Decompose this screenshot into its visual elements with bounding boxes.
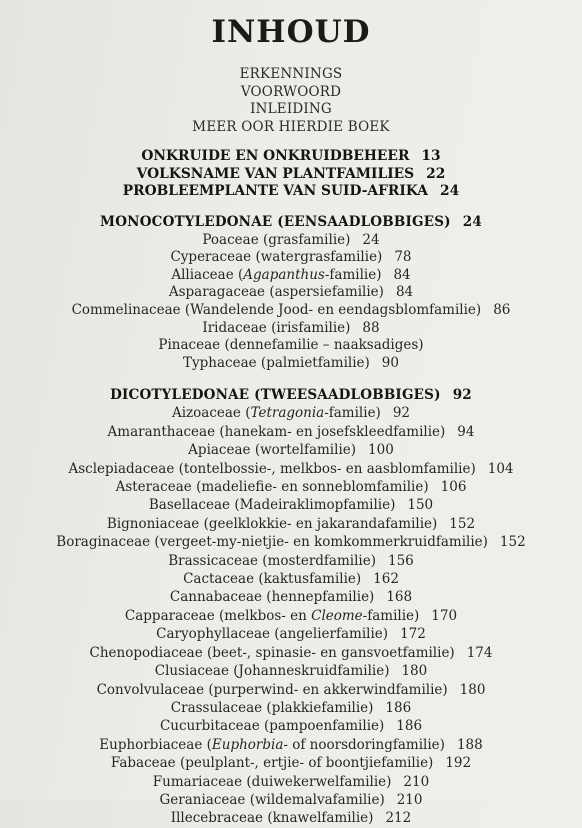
page-number: 180 <box>401 663 428 680</box>
common-name: (plakkiefamilie) <box>266 699 374 716</box>
toc-entry <box>0 337 582 355</box>
common-name-suffix: - of noorsdoringfamilie) <box>283 736 445 753</box>
special-section-page: 24 <box>440 183 460 200</box>
toc-entry <box>0 302 582 320</box>
toc-entry <box>0 320 582 338</box>
special-section-label: VOLKSNAME VAN PLANTFAMILIES <box>136 165 415 182</box>
common-name: (pampoenfamilie) <box>264 718 385 735</box>
toc-entry <box>0 423 582 441</box>
family-name: Typhaceae <box>183 354 257 371</box>
common-name: (madeliefie- en sonneblomfamilie) <box>196 479 429 496</box>
family-name: Clusiaceae <box>154 663 229 680</box>
family-name: Capparaceae <box>124 607 215 624</box>
toc-entry <box>0 644 582 662</box>
page-number: 150 <box>407 497 434 514</box>
page-number: 210 <box>396 791 423 808</box>
special-section-entry <box>0 148 582 166</box>
toc-entry <box>0 570 582 588</box>
toc-entry <box>0 809 582 827</box>
common-name: (kaktusfamilie) <box>258 571 362 588</box>
family-name: Basellaceae <box>148 497 231 514</box>
toc-entry <box>0 284 582 302</box>
page-number: 180 <box>459 681 486 698</box>
toc-entry <box>0 460 582 478</box>
front-matter-item: ERKENNINGS <box>239 66 343 82</box>
front-matter-list <box>0 66 582 136</box>
toc-entry <box>0 717 582 735</box>
family-name: Aizoaceae <box>171 405 241 422</box>
dicots-heading <box>0 386 582 404</box>
page-number: 90 <box>381 354 399 371</box>
toc-entry <box>0 267 582 285</box>
family-name: Commelinaceae <box>71 301 181 318</box>
family-name: Crassulaceae <box>170 699 263 716</box>
family-name: Cactaceae <box>183 571 255 588</box>
page-number: 152 <box>449 515 476 532</box>
toc-entry <box>0 625 582 643</box>
common-name-suffix: -familie) <box>324 405 381 422</box>
page-number: 210 <box>403 773 430 790</box>
toc-entry <box>0 754 582 772</box>
special-section-page: 22 <box>426 165 446 182</box>
section-heading-label: DICOTYLEDONAE (TWEESAADLOBBIGES) <box>110 387 441 403</box>
toc-entry <box>0 607 582 625</box>
monocots-section <box>0 214 582 372</box>
toc-entry <box>0 681 582 699</box>
common-name: (palmietfamilie) <box>260 354 370 371</box>
front-matter-item: INLEIDING <box>250 101 332 117</box>
family-name: Chenopodiaceae <box>89 644 203 661</box>
special-sections-list <box>0 148 582 201</box>
section-heading-page: 92 <box>452 387 472 403</box>
common-name: (dennefamilie – naaksadiges) <box>224 337 424 354</box>
genus-name: Euphorbia <box>211 736 284 753</box>
page-number: 188 <box>456 736 483 753</box>
toc-entry <box>0 249 582 267</box>
family-name: Alliaceae <box>171 266 234 283</box>
common-name: (Wandelende Jood- en eendagsblomfamilie) <box>184 301 482 318</box>
common-name: (mosterdfamilie) <box>262 552 376 569</box>
family-name: Fumariaceae <box>152 773 243 790</box>
dicots-section <box>0 386 582 828</box>
common-name: (purperwind- en akkerwindfamilie) <box>208 681 448 698</box>
common-name: (Johanneskruidfamilie) <box>233 663 390 680</box>
toc-entry <box>0 404 582 422</box>
common-name: (wortelfamilie) <box>254 442 357 459</box>
family-name: Fabaceae <box>110 755 176 772</box>
family-name: Caryophyllaceae <box>156 626 270 643</box>
family-name: Asclepiadaceae <box>68 460 175 477</box>
page-number: 24 <box>362 231 380 248</box>
common-name: (beet-, spinasie- en gansvoetfamilie) <box>207 644 455 661</box>
toc-entry <box>0 533 582 551</box>
page-number: 174 <box>466 644 493 661</box>
page-number: 88 <box>362 319 380 336</box>
common-name: (tontelbossie-, melkbos- en aasblomfamilie) <box>178 460 476 477</box>
front-matter-item: MEER OOR HIERDIE BOEK <box>192 118 390 135</box>
page-number: 156 <box>388 552 414 569</box>
family-name: Cucurbitaceae <box>159 718 260 735</box>
special-section-entry <box>0 166 582 184</box>
family-name: Poaceae <box>202 231 259 248</box>
page-number: 86 <box>493 301 511 318</box>
family-name: Brassicaceae <box>168 552 258 569</box>
page-number: 100 <box>368 442 394 459</box>
genus-name: Cleome <box>311 607 363 624</box>
page-title: INHOUD <box>211 14 371 50</box>
toc-entry <box>0 496 582 514</box>
common-name: (wildemalvafamilie) <box>249 791 385 808</box>
common-name-prefix: (melkbos- en <box>219 607 312 624</box>
toc-entry <box>0 515 582 533</box>
page-number: 168 <box>386 589 413 606</box>
family-name: Illecebraceae <box>170 810 264 827</box>
common-name: (duiwekerwelfamilie) <box>246 773 392 790</box>
toc-entry <box>0 355 582 373</box>
toc-entry <box>0 791 582 809</box>
special-section-entry <box>0 183 582 201</box>
common-name: (aspersiefamilie) <box>269 284 384 301</box>
common-name: (hennepfamilie) <box>266 589 375 606</box>
family-name: Iridaceae <box>202 319 267 336</box>
common-name-suffix: -familie) <box>324 266 382 283</box>
toc-entry <box>0 588 582 606</box>
common-name: (knawelfamilie) <box>267 810 374 827</box>
page-number: 84 <box>395 284 414 301</box>
page-number: 186 <box>396 718 423 735</box>
common-name-prefix: ( <box>237 266 244 283</box>
family-name: Bignoniaceae <box>106 515 200 532</box>
family-name: Pinaceae <box>158 337 221 354</box>
common-name: (hanekam- en josefskleedfamilie) <box>219 423 446 440</box>
genus-name: Tetragonia <box>250 405 325 422</box>
section-heading-page: 24 <box>462 214 482 230</box>
common-name-prefix: ( <box>206 736 212 753</box>
page-number: 192 <box>445 755 472 772</box>
page-number: 106 <box>440 479 467 496</box>
common-name: (watergrasfamilie) <box>255 249 383 266</box>
special-section-page: 13 <box>421 148 441 164</box>
common-name: (peulplant-, ertjie- of boontjiefamilie) <box>179 755 434 772</box>
toc-entry <box>0 773 582 791</box>
page-number: 212 <box>385 810 412 827</box>
common-name: (grasfamilie) <box>263 231 351 248</box>
page-number: 170 <box>431 607 458 624</box>
toc-entry <box>0 232 582 250</box>
toc-entry <box>0 552 582 570</box>
common-name: (irisfamilie) <box>271 319 351 336</box>
page-number: 104 <box>487 460 514 477</box>
family-name: Convolvulaceae <box>96 681 205 698</box>
page-number: 78 <box>394 249 412 266</box>
family-name: Euphorbiaceae <box>99 736 203 753</box>
family-name: Amaranthaceae <box>107 423 216 440</box>
family-name: Cannabaceae <box>169 589 262 606</box>
toc-entry <box>0 662 582 680</box>
family-name: Asteraceae <box>115 479 192 496</box>
common-name: (geelklokkie- en jakarandafamilie) <box>203 515 438 532</box>
family-name: Apiaceae <box>188 442 251 459</box>
special-section-label: PROBLEEMPLANTE VAN SUID-AFRIKA <box>122 183 428 200</box>
page-number: 152 <box>499 534 526 551</box>
family-name: Asparagaceae <box>168 284 266 301</box>
common-name-prefix: ( <box>245 405 251 422</box>
page-number: 84 <box>393 266 411 283</box>
page-number: 94 <box>457 423 475 440</box>
family-name: Cyperaceae <box>170 249 252 266</box>
common-name: (Madeiraklimopfamilie) <box>234 497 396 514</box>
toc-entry <box>0 736 582 754</box>
toc-entry <box>0 478 582 496</box>
page-number: 186 <box>385 699 412 716</box>
page-number: 92 <box>392 405 411 422</box>
section-heading-label: MONOCOTYLEDONAE (EENSAADLOBBIGES) <box>100 214 451 230</box>
special-section-label: ONKRUIDE EN ONKRUIDBEHEER <box>141 148 410 164</box>
family-name: Boraginaceae <box>56 534 151 551</box>
genus-name: Agapanthus <box>243 266 325 283</box>
toc-entry <box>0 441 582 459</box>
page-number: 162 <box>373 571 399 588</box>
common-name-suffix: -familie) <box>362 607 420 624</box>
common-name: (angelierfamilie) <box>274 626 389 643</box>
front-matter-item: VOORWOORD <box>240 83 342 100</box>
monocots-heading <box>0 214 582 232</box>
toc-entry <box>0 699 582 717</box>
page-number: 172 <box>400 626 426 643</box>
common-name: (vergeet-my-nietjie- en komkommerkruidfamilie) <box>154 534 488 551</box>
family-name: Geraniaceae <box>159 791 246 808</box>
